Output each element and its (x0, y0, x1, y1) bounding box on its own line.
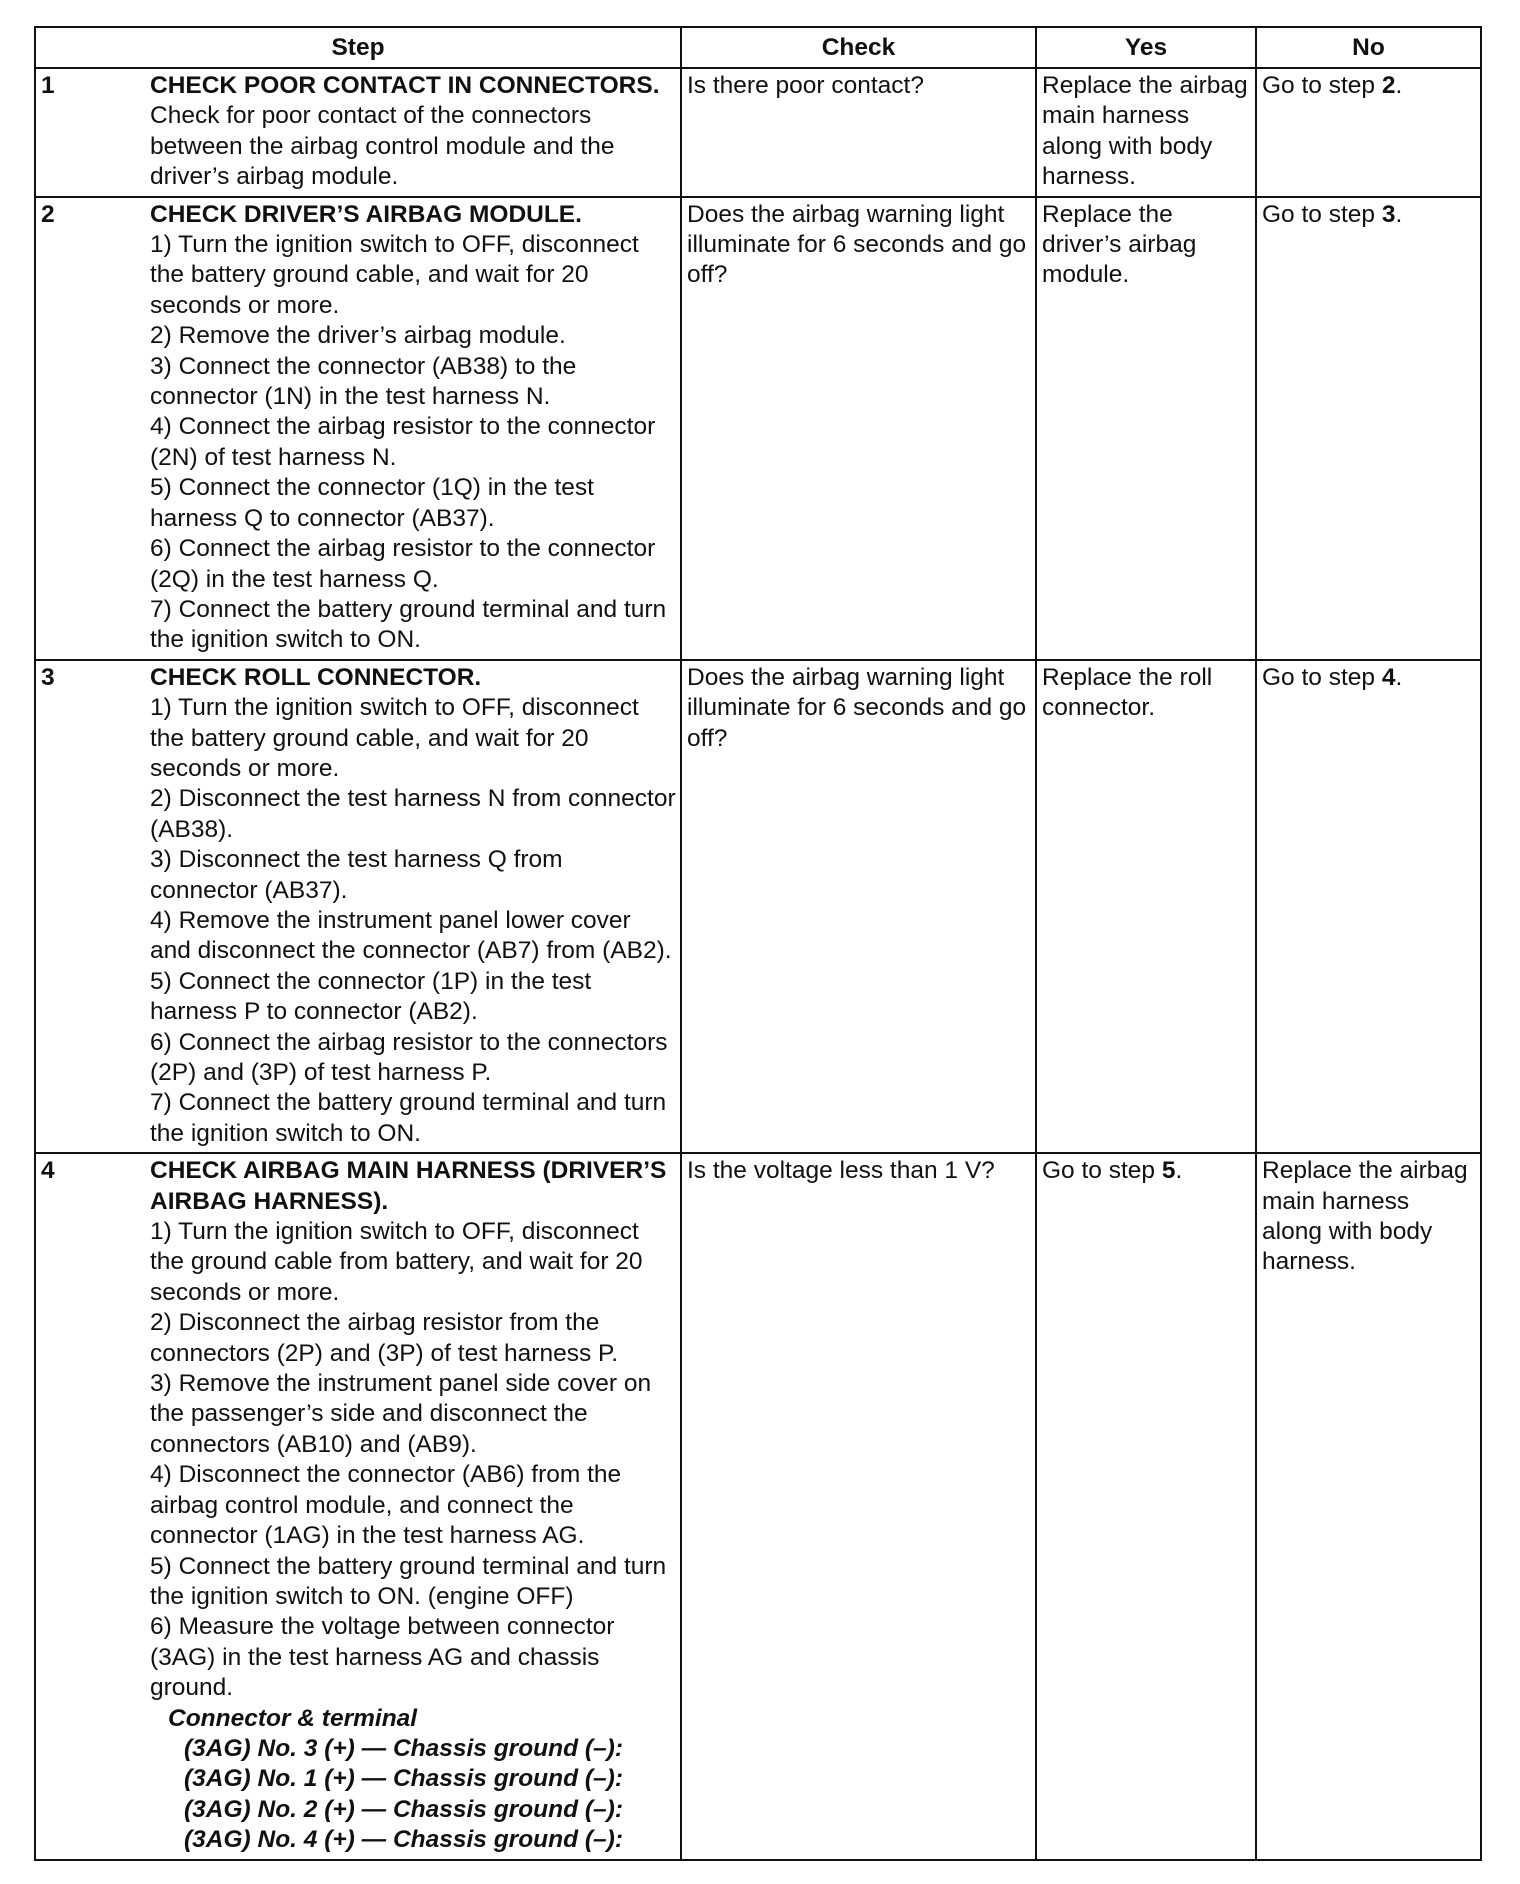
procedure-line: 3) Connect the connector (AB38) to the connector (1N) in the test harness N. (150, 352, 577, 411)
no-cell (1256, 660, 1481, 1154)
step-cell (35, 660, 681, 1154)
step-number: 3 (41, 663, 55, 691)
procedure-line: 6) Measure the voltage between connector (3AG) in the test harness AG and chassis ground. (150, 1613, 615, 1702)
procedure-line: Check for poor contact of the connectors between the airbag control module and the driver’s airbag module. (150, 102, 615, 191)
step-procedure (148, 198, 680, 659)
table-row-step-3 (35, 660, 1481, 1154)
header-no: No (1256, 27, 1481, 68)
procedure-line: 1) Turn the ignition switch to OFF, disconnect the ground cable from battery, and wait for 20 seconds or more. (150, 1218, 643, 1306)
yes-cell: Replace the roll connector. (1036, 660, 1256, 1154)
step-procedure (148, 1154, 680, 1858)
check-cell: Does the airbag warning light illuminate for 6 seconds and go off? (681, 197, 1036, 660)
procedure-line: 7) Connect the battery ground terminal and turn the ignition switch to ON. (150, 1089, 667, 1147)
step-title: CHECK ROLL CONNECTOR. (150, 663, 482, 691)
procedure-line: 2) Disconnect the airbag resistor from the connectors (2P) and (3P) of test harness P. (150, 1309, 619, 1367)
procedure-line: 3) Remove the instrument panel side cover on the passenger’s side and disconnect the connectors (AB10) and (AB9). (150, 1370, 652, 1458)
no-suffix: . (1395, 200, 1403, 228)
procedure-line: 4) Remove the instrument panel lower cover and disconnect the connector (AB7) from (AB2). (150, 906, 672, 965)
diagnostic-procedure-page (34, 26, 1480, 1861)
procedure-line: 1) Turn the ignition switch to OFF, disconnect the battery ground cable, and wait for 20 seconds or more. (150, 694, 639, 782)
check-cell: Is the voltage less than 1 V? (681, 1153, 1036, 1859)
header-row (35, 27, 1481, 68)
no-suffix: . (1395, 663, 1403, 691)
procedure-line: 7) Connect the battery ground terminal and turn the ignition switch to ON. (150, 595, 667, 654)
check-cell: Does the airbag warning light illuminate for 6 seconds and go off? (681, 660, 1036, 1154)
step-cell (35, 1153, 681, 1859)
spec-heading: Connector & terminal (168, 1704, 418, 1732)
step-procedure (148, 69, 680, 196)
table-row-step-4 (35, 1153, 1481, 1859)
table-row-step-1 (35, 68, 1481, 197)
spec-line: (3AG) No. 1 (+) — Chassis ground (–): (184, 1765, 623, 1793)
spec-line: (3AG) No. 3 (+) — Chassis ground (–): (184, 1734, 623, 1762)
yes-suffix: . (1175, 1157, 1183, 1185)
procedure-line: 4) Connect the airbag resistor to the connector (2N) of test harness N. (150, 413, 656, 471)
procedure-line: 4) Disconnect the connector (AB6) from the airbag control module, and connect the connector (1AG) in the test harness AG. (150, 1461, 622, 1550)
procedure-line: 2) Remove the driver’s airbag module. (150, 322, 566, 350)
step-number: 2 (41, 200, 55, 228)
no-suffix: . (1395, 72, 1403, 99)
yes-text: Go to step (1042, 1157, 1162, 1185)
step-number: 1 (41, 72, 55, 99)
no-text: Go to step (1262, 72, 1382, 99)
no-text: Go to step (1262, 663, 1382, 691)
check-cell: Is there poor contact? (681, 68, 1036, 197)
spec-line: (3AG) No. 2 (+) — Chassis ground (–): (184, 1795, 623, 1823)
step-cell (35, 197, 681, 660)
yes-cell (1036, 1153, 1256, 1859)
spec-line: (3AG) No. 4 (+) — Chassis ground (–): (184, 1826, 623, 1854)
procedure-line: 3) Disconnect the test harness Q from connector (AB37). (150, 846, 563, 904)
procedure-line: 5) Connect the battery ground terminal and turn the ignition switch to ON. (engine OFF) (150, 1552, 667, 1610)
yes-cell: Replace the airbag main harness along with body harness. (1036, 68, 1256, 197)
step-title: CHECK POOR CONTACT IN CONNECTORS. (150, 72, 660, 99)
procedure-line: 6) Connect the airbag resistor to the connectors (2P) and (3P) of test harness P. (150, 1028, 668, 1086)
step-procedure (148, 661, 680, 1153)
no-cell: Replace the airbag main harness along with body harness. (1256, 1153, 1481, 1859)
diagnostic-table (34, 26, 1482, 1861)
header-check: Check (681, 27, 1036, 68)
table-row-step-2 (35, 197, 1481, 660)
procedure-line: 5) Connect the connector (1P) in the test harness P to connector (AB2). (150, 967, 592, 1026)
no-step-ref: 3 (1381, 200, 1396, 228)
no-step-ref: 2 (1381, 72, 1396, 99)
no-text: Go to step (1262, 200, 1382, 228)
step-cell (35, 68, 681, 197)
step-number: 4 (41, 1157, 55, 1185)
no-cell (1256, 197, 1481, 660)
procedure-line: 5) Connect the connector (1Q) in the test harness Q to connector (AB37). (150, 474, 594, 532)
step-title: CHECK AIRBAG MAIN HARNESS (DRIVER’S AIRBAG HARNESS). (150, 1157, 667, 1215)
procedure-line: 2) Disconnect the test harness N from connector (AB38). (150, 785, 676, 843)
procedure-line: 1) Turn the ignition switch to OFF, disconnect the battery ground cable, and wait for 20 seconds or more. (150, 231, 639, 319)
no-step-ref: 4 (1381, 663, 1396, 691)
procedure-line: 6) Connect the airbag resistor to the connector (2Q) in the test harness Q. (150, 535, 656, 593)
no-cell (1256, 68, 1481, 197)
yes-step-ref: 5 (1161, 1157, 1176, 1185)
yes-cell: Replace the driver’s airbag module. (1036, 197, 1256, 660)
header-yes: Yes (1036, 27, 1256, 68)
step-title: CHECK DRIVER’S AIRBAG MODULE. (150, 200, 582, 228)
header-step: Step (35, 27, 681, 68)
